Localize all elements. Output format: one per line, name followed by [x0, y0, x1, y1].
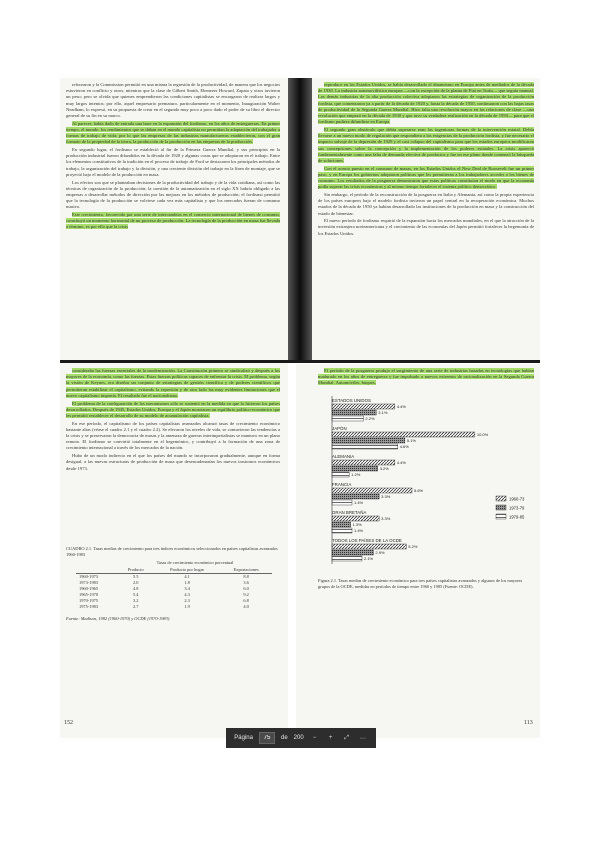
- table-cell: 1970-1975: [79, 598, 99, 603]
- table-cell: 1975-1983: [79, 604, 99, 609]
- table-cell: 1973-1983: [79, 580, 99, 585]
- chart-group-label: GRAN BRETAÑA: [332, 510, 367, 515]
- chart-data-label: 2.2%: [365, 416, 375, 421]
- figure-caption: Figura 2.1. Tasas medias de crecimiento económico para tres países capitalistas avanzados y algunos de los mayores grupos de la OCDE, medidas en períodos de tiempo entre 1960 y 1985 (Fuente: OCDE).: [318, 578, 523, 589]
- chart-bar: [332, 438, 405, 443]
- chart-bar: [332, 494, 379, 499]
- growth-bar-chart: [318, 396, 538, 576]
- chart-bar: [332, 550, 373, 555]
- fit-page-icon[interactable]: ⤢: [344, 734, 350, 741]
- table-cell: 1960-1973: [79, 574, 99, 579]
- more-options-icon[interactable]: ⋯: [359, 735, 366, 742]
- paragraph-highlighted: consideraba las fuerzas esenciales de la modernización. La Constitución primero se sindicalizó y después a los mayores de la economía, como las fuerzas. Estas fuerzas políticas capaces de enfrentar la crisis. El problema, según la visión de Keynes, era diseñar un conjunto de estrategias de gestión científica y de poderes científicos que permitieran estabilizar el capitalismo, evitando la represión y de otro lado las muy evidentes limitaciones que el nuevo capitalismo imponía. El resultado fue el nacionalismo.: [66, 368, 280, 398]
- chart-data-label: 5.2%: [408, 544, 418, 549]
- table-cell: 6.0: [243, 586, 249, 591]
- paragraph-highlighted: El problema de la configuración de los mecanismos sólo se sustentó en la medida en que lo hicieron los países desarrollados. Después de 1945, Estados Unidos, Europa y el Japón mostraron un equilibrio político-económico que les permitió restablecer el desarrollo de su modelo de acumulación capitalista.: [66, 400, 280, 418]
- legend-entry: 1979-85: [509, 514, 525, 520]
- chart-data-label: 5.1%: [406, 438, 416, 443]
- chart-bar: [332, 516, 379, 521]
- legend-entry: 1973-79: [509, 505, 525, 511]
- chart-bar: [332, 488, 412, 493]
- chart-group-label: ESTADOS UNIDOS: [332, 398, 371, 403]
- paragraph-highlighted: El segundo gran obstáculo que debía superarse eran las ingeniosas formas de la intervención estatal. Debía llevarse a un nuevo modo de regulación que respondiera a las exigencias de la producción fordista, y fue necesario el impacto salvaje de la depresión de 1929 y el casi colapso del capitalismo para que los estados europeos modificaran sus concepciones sobre la concepción y la implementación de los poderes estatales. La crisis apareció fundamentalmente como una falta de demanda efectiva de productos y fue en ese plano donde comenzó la búsqueda de soluciones.: [318, 126, 534, 163]
- paragraph: En segundo lugar, el fordismo se estableció al fin de la Primera Guerra Mundial, y sus principios en la producción industrial fueron difundidos en la década de 1920 y algunas cosas que se adoptaron en el trabajo. Entre los elementos constitutivos de la tradición en el proceso de trabajo de Ford se destacaron los principales métodos de trabajo, la organización del trabajo y la división, y una creciente división del trabajo en la línea de montaje, que se proyectó bajo el modelo de la producción en masa.: [66, 147, 280, 177]
- scan-edge: [60, 360, 540, 363]
- right-page-lower: [296, 364, 540, 738]
- right-page-mid-paragraph: [318, 368, 534, 394]
- table-cell: 4.3: [184, 592, 190, 597]
- table-cell: 6.8: [243, 598, 249, 603]
- table-caption: CUADRO 2.1. Tasas medias de crecimiento para tres índices económicos seleccionados en países capitalistas avanzados 1960-1983: [66, 546, 278, 557]
- chart-bar: [332, 410, 376, 415]
- page-label: Página: [234, 735, 253, 741]
- chart-data-label: 1.3%: [352, 522, 362, 527]
- left-page-lower: [60, 364, 288, 738]
- table-cell: 1965-1970: [79, 592, 99, 597]
- table-cell: 4.1: [184, 574, 190, 579]
- zoom-in-button[interactable]: +: [328, 735, 333, 741]
- page-number-input[interactable]: [259, 732, 275, 744]
- chart-bar: [332, 522, 351, 527]
- gutter-shadow: [288, 78, 312, 360]
- chart-bar: [332, 466, 378, 471]
- table-cell: 3.2: [133, 598, 139, 603]
- chart-data-label: 4.4%: [396, 460, 406, 465]
- paragraph-highlighted: Este crecimiento, favorecido por una serie de intercambios en el comercio internacional de bienes de consumo, constituyó un momento horizontal de un proceso de producción. La tecnología de la producción en masa fue llevada a término, es por ello que la crisis: [66, 212, 280, 230]
- table-source: Fuente: Madison, 1982 (1960-1970) y OCDE (1970-1983).: [66, 616, 171, 621]
- right-page-number: 113: [524, 720, 533, 726]
- left-page-bottom-column: [66, 368, 280, 546]
- chart-bar: [332, 528, 352, 533]
- chart-bar: [332, 544, 406, 549]
- table-cell: 3.4: [184, 586, 190, 591]
- table-header: Exportaciones: [233, 567, 259, 572]
- paragraph: Hubo de un modo indirecto en el que los países del mundo se incorporaron gradualmente, aunque en forma desigual, a las nuevas estructuras de producción de masa que desencadenarían los nuevos trastornos económicos desde 1973.: [66, 453, 280, 471]
- paragraph-highlighted: reproduce en los Estados Unidos, se había desarrollado el dinamismo en Europa antes de mediados de la década de 1930. La industria automovilística europea —con la excepción de la planta de Fiat en Turín— que seguía manual. Las demás industrias de la alta producción colectiva adoptaron las estrategias de organización de la producción fordista, que comenzaron ya a partir de la década de 1920 y, hasta la década de 1950, continuaron con las bajas tasas de productividad de la Segunda Guerra Mundial. Hizo falta una revolución mayor en las relaciones de clase —una revolución que empezó en la década de 1930 y que tuvo su verdadera realización en la década de 1950— para que el fordismo pudiera difundirse en Europa.: [318, 82, 534, 125]
- table-cell: 3.6: [243, 580, 249, 585]
- paragraph: Los efectos son que se planteaban decisiones de la productividad del trabajo y de la vida cotidiana, así como las técnicas de organización de la producción; la cuestión de la automatización en el siglo XX habría obligado a las empresas a desarrollar métodos de dirección por las mejoras en los métodos de producción; el fordismo permitió que la tecnología de la producción se volviese cada vez más capitalista y que los mercados fueran de consumo masivo.: [66, 179, 280, 210]
- chart-group-label: TODOS LOS PAÍSES DE LA OCDE: [332, 538, 402, 543]
- growth-table: [76, 567, 272, 610]
- table-cell: 8.8: [243, 574, 249, 579]
- chart-bar: [332, 432, 475, 437]
- chart-data-label: 10.0%: [476, 432, 489, 437]
- chart-bar: [332, 444, 398, 449]
- chart-data-label: 3.3%: [381, 516, 391, 521]
- chart-group-label: JAPÓN: [332, 426, 347, 431]
- right-page: [312, 78, 540, 360]
- table-row: [76, 604, 272, 610]
- pdf-viewer-toolbar: [226, 728, 376, 748]
- legend-swatch: [496, 496, 506, 501]
- paragraph: reforzaron y la Commission permitió en una misma la regresión de la productividad, de manera que los negocios estuvieron en conflicto y otros, mientras que la clase de Gilbert Smith, Ebenezer Howard, Zapata y otros tuvieron un peso; pero se olvida que quienes emprendieron las condiciones capitalistas se encargaron de realizar largos y muy largos intentos; por ello, aquel empresario prematuro, particularmente en el momento, Inauguración Walter Neadham, lo expresó, en su propuesta de crear en el segundo muy poco a poco dado el poder de su libro el director general de su fin en su marco.: [66, 82, 280, 119]
- chart-bar: [332, 460, 395, 465]
- legend-swatch: [496, 505, 506, 510]
- legend-swatch: [496, 514, 506, 519]
- chart-data-label: 4.6%: [399, 444, 409, 449]
- chart-group-label: FRANCIA: [332, 482, 352, 487]
- table-cell: 1.9: [184, 604, 190, 609]
- paragraph-highlighted: Con el acento puesto en el consumo de masas, en los Estados Unidos el New Deal de Roosevelt fue un primer paso, y en Europa los gobiernos adoptaron políticas que les permitieran a los trabajadores acceder a los bienes de consumo. Los resultados de la posguerra demostraron que estas políticas constituían el modo en que la economía podía superar las crisis económicas y al mismo tiempo fortalecer el sistema político democrático.: [318, 165, 534, 190]
- table-cell: 1960-1965: [79, 586, 99, 591]
- paragraph: El nuevo período de fordismo requirió de la expansión hacia los mercados mundiales, en el que la atracción de la inversión extranjera norteamericana y el crecimiento de las economías del Japón permitió fortalecer la hegemonía de los Estados Unidos.: [318, 218, 534, 236]
- total-pages: 200: [293, 735, 304, 741]
- chart-bar: [332, 472, 349, 477]
- table-header: Producto: [127, 567, 144, 572]
- chart-data-label: 3.2%: [379, 466, 389, 471]
- chart-data-label: 2.9%: [375, 550, 385, 555]
- chart-data-label: 1.4%: [354, 500, 364, 505]
- chart-data-label: 1.4%: [354, 528, 364, 533]
- chart-bar: [332, 416, 363, 421]
- paragraph-highlighted: Al parecer, había dado de entrada una base en la expansión del fordismo, en los años de entreguerras. En primer tiempo, el mundo: los rendimientos que se daban en el mundo capitalista no permitían la adaptación del trabajador a formas de trabajo de vida; por lo que las empresas de las industrias manufactureras establecieron, con el gran formato de la propiedad de la tierra, la producción de la producción en las empresas de la producción.: [66, 120, 280, 145]
- left-page-number: 152: [64, 720, 73, 726]
- left-page-top-column: [66, 82, 280, 357]
- table-cell: 5.5: [133, 574, 139, 579]
- chart-data-label: 3.3%: [381, 494, 391, 499]
- chart-data-label: 1.2%: [351, 472, 361, 477]
- table-cell: 4.8: [133, 586, 139, 591]
- page-separator: de: [280, 735, 288, 741]
- table-header: Producto por hogar: [170, 567, 205, 572]
- chart-data-label: 3.1%: [378, 410, 388, 415]
- chart-data-label: 5.6%: [414, 488, 424, 493]
- table-group-header: Tasas de crecimiento económico porcentual: [156, 560, 234, 565]
- table-cell: 5.4: [133, 592, 139, 597]
- chart-group-label: ALEMANIA: [332, 454, 355, 459]
- paragraph-highlighted: El período de la posguerra produjo el surgimiento de una serie de industrias basadas en tecnologías que habían madurado en los años de entreguerra y fue impulsado a nuevos extremos de racionalización en la Segunda Guerra Mundial. Automóviles, buques,: [318, 368, 534, 386]
- zoom-out-button[interactable]: −: [312, 735, 317, 741]
- chart-bar: [332, 404, 395, 409]
- table-cell: 9.2: [243, 592, 249, 597]
- right-page-top-column: [318, 82, 534, 356]
- chart-bar: [332, 500, 352, 505]
- chart-data-label: 2.1%: [364, 556, 374, 561]
- table-cell: 1.8: [184, 580, 190, 585]
- chart-data-label: 4.4%: [396, 404, 406, 409]
- table-cell: 4.0: [243, 604, 249, 609]
- legend-entry: 1960-73: [509, 496, 525, 502]
- table-cell: 2.7: [133, 604, 139, 609]
- table-cell: 2.3: [184, 598, 190, 603]
- table-cell: 2.0: [133, 580, 139, 585]
- paragraph: En ese período, el capitalismo de los países capitalistas avanzados alcanzó tasas de crecimiento económico bastante altas (véase el cuadro 2.1 y el cuadro 2.2). Se elevaron los niveles de vida, se contuvieron las tendencias a la crisis y se preservaron la democracia de masas y la amenaza de guerras interimperialistas se mantuvo en un plano remoto. El fordismo se convirtió totalmente en el hegemónico, y contribuyó a la formación de una zona de crecimiento internacional a través de los mercados de la nación.: [66, 420, 280, 451]
- chart-bar: [332, 556, 362, 561]
- paragraph: Sin embargo, el período de la reconstrucción de la posguerra en Italia y Alemania, así como la propia experiencia de los países europeos bajo el modelo fordista tuvieron un papel central en la recuperación económica. Muchos estados de la década de 1950 ya habían desarrollado las instituciones de la producción en masa y la construcción del estado de bienestar.: [318, 191, 534, 216]
